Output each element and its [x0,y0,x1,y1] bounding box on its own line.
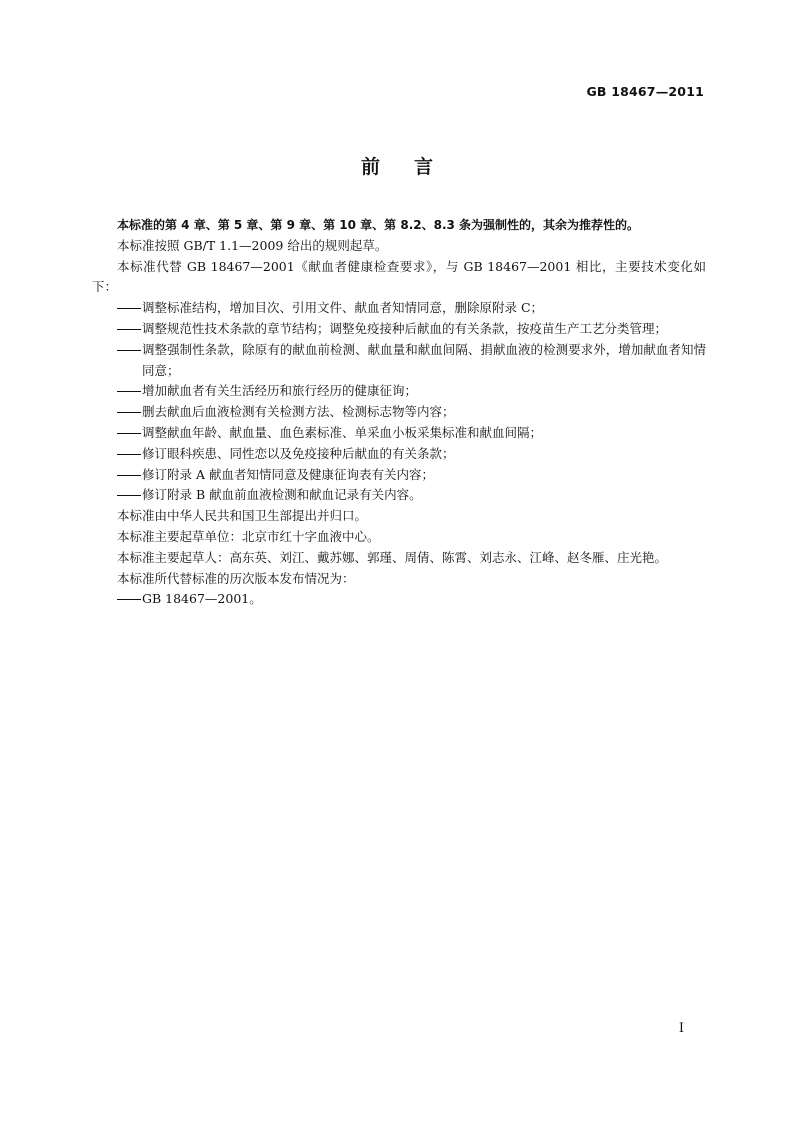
list-item [92,465,706,486]
list-item [92,485,706,506]
proposed-by-paragraph: 本标准由中华人民共和国卫生部提出并归口。 [117,508,368,524]
page-number: I [678,1021,684,1036]
list-item [92,319,706,340]
standard-number: GB 18467—2011 [586,84,704,99]
list-item-text: 删去献血后血液检测有关检测方法、检测标志物等内容； [142,404,455,420]
drafting-unit-paragraph: 本标准主要起草单位：北京市红十字血液中心。 [117,528,380,544]
replaces-paragraph: 本标准代替 GB 18467—2001《献血者健康检查要求》，与 GB 18467—2001 相比，主要技术变化如下： [92,258,706,295]
list-item [92,340,706,382]
changes-list [92,298,706,506]
foreword-body [92,215,706,610]
list-item-text: 调整献血年龄、献血量、血色素标准、单采血小板采集标准和献血间隔； [142,424,543,440]
list-item [92,444,706,465]
drafting-rules-paragraph: 本标准按照 GB/T 1.1—2009 给出的规则起草。 [117,237,388,253]
history-item [92,589,706,610]
mandatory-clause-paragraph: 本标准的第 4 章、第 5 章、第 9 章、第 10 章、第 8.2、8.3 条为强制性的，其余为推荐性的。 [117,218,640,232]
list-item-text: 调整标准结构，增加目次、引用文件、献血者知情同意，删除原附录 C； [142,300,544,316]
list-item-text: 修订附录 A 献血者知情同意及健康征询表有关内容； [142,466,434,482]
list-item-text: 调整强制性条款，除原有的献血前检测、献血量和献血间隔、捐献血液的检测要求外，增加献血者知情同意； [142,341,706,378]
history-intro-paragraph: 本标准所代替标准的历次版本发布情况为： [117,570,355,586]
page-title: 前言 [360,156,467,178]
history-item-text: GB 18467—2001。 [142,591,262,607]
list-item-text: 修订附录 B 献血前血液检测和献血记录有关内容。 [142,487,422,503]
list-item-text: 调整规范性技术条款的章节结构；调整免疫接种后献血的有关条款，按疫苗生产工艺分类管理； [142,320,668,336]
list-item-text: 增加献血者有关生活经历和旅行经历的健康征询； [142,383,418,399]
list-item-text: 修订眼科疾患、同性恋以及免疫接种后献血的有关条款； [142,445,455,461]
list-item [92,423,706,444]
list-item [92,381,706,402]
list-item [92,298,706,319]
drafters-paragraph: 本标准主要起草人：高东英、刘江、戴苏娜、郭瑾、周倩、陈霄、刘志永、江峰、赵冬雁、庄光艳。 [117,549,668,565]
list-item [92,402,706,423]
